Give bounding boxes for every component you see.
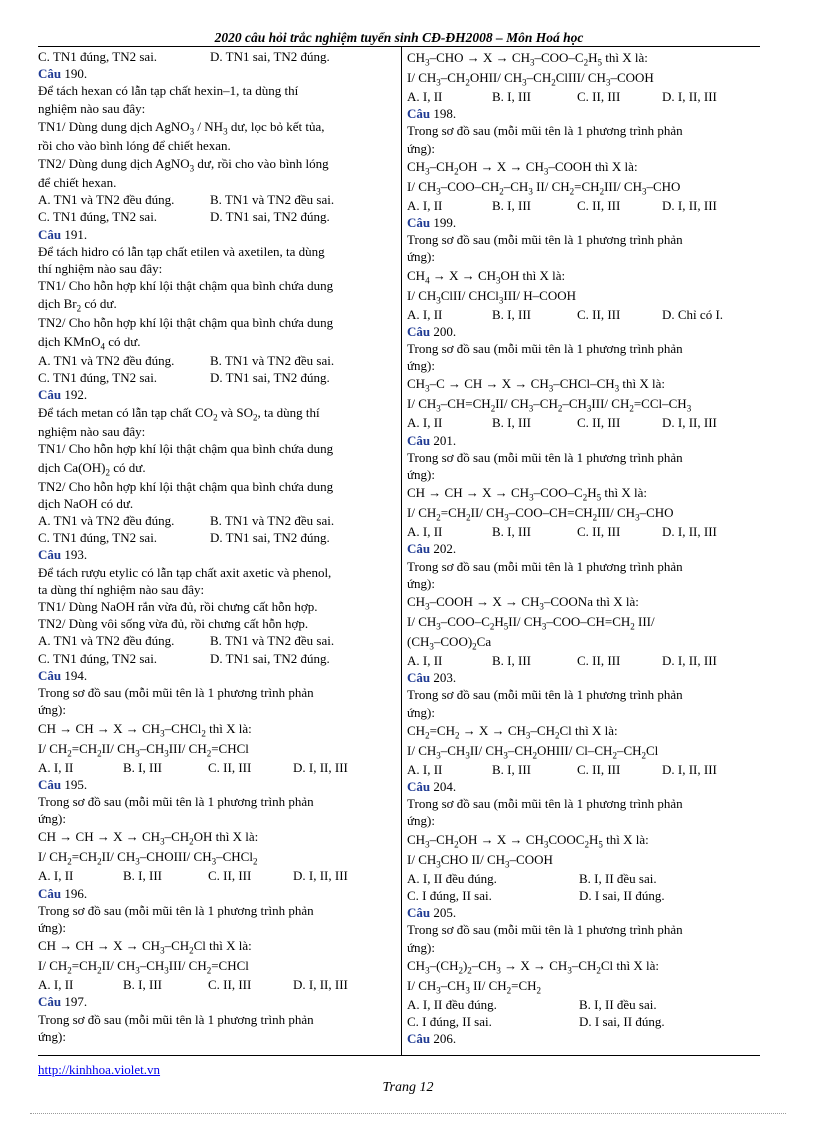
answer-option: C. II, III (577, 306, 621, 322)
answer-option: C. II, III (577, 197, 621, 213)
answer-options (407, 1013, 759, 1030)
formula-line: $CH_3-CH_2OH \to X$ → $CH_3$–COOH thì X là: (407, 158, 638, 177)
answer-options (407, 652, 759, 669)
question-number (38, 776, 396, 793)
answer-options (38, 632, 396, 649)
text-line: TN1/ Dùng NaOH rắn vừa đủ, rồi chưng cất hỗn hợp. (38, 599, 318, 615)
answer-option: A. I, II (407, 415, 443, 431)
answer-option: A. TN1 và TN2 đều đúng. (38, 513, 175, 529)
answer-options (407, 887, 759, 904)
formula-line: I/ $CH_3-COO-CH_2-CH_3$ II/ $CH_2=CH_2III/$ $CH_3$–CHO (407, 178, 681, 197)
answer-option: D. TN1 sai, TN2 đúng. (210, 530, 330, 546)
question-number-value: 197. (61, 994, 88, 1010)
formula-line: TN1/ Dùng dung dịch AgNO$_3$ / $NH_3$ dư, lọc bỏ kết tủa, (38, 118, 325, 137)
question-number (38, 993, 396, 1010)
answer-option: C. TN1 đúng, TN2 sai. (38, 49, 158, 64)
question-number-value: 194. (61, 667, 88, 683)
answer-options (407, 870, 759, 887)
text-line: Trong sơ đồ sau (mỗi mũi tên là 1 phương trình phản (407, 687, 683, 703)
text-line: Trong sơ đồ sau (mỗi mũi tên là 1 phương trình phản (407, 449, 683, 465)
answer-options (38, 529, 396, 546)
question-label: Câu (38, 226, 62, 242)
answer-option: D. I, II, III (293, 977, 348, 993)
answer-option: D. I, II, III (662, 89, 717, 104)
answer-option: A. TN1 và TN2 đều đúng. (38, 192, 175, 208)
answer-option: B. I, II đều sai. (579, 870, 657, 886)
text-line: dịch NaOH có dư. (38, 495, 134, 511)
text-line: ứng): (407, 704, 435, 720)
answer-option: D. TN1 sai, TN2 đúng. (210, 369, 330, 385)
question-number-value: 191. (61, 226, 88, 242)
formula-line: I/ $CH_3-CH_2OHII/$ $CH_3-CH_2ClIII/$ $CH_3$–COOH (407, 70, 654, 88)
question-number-value: 195. (61, 776, 88, 792)
text-line: nghiệm nào sau đây: (38, 100, 146, 116)
answer-option: D. I, II, III (293, 759, 348, 775)
question-label: Câu (38, 885, 62, 901)
text-line: Trong sơ đồ sau (mỗi mũi tên là 1 phương trình phản (407, 123, 683, 139)
text-line: Để tách hexan có lẫn tạp chất hexin–1, ta dùng thí (38, 83, 299, 99)
text-line: ứng): (407, 358, 435, 374)
answer-option: A. I, II (407, 761, 443, 777)
formula-line: $CH_3$–CHO → $X \to CH_3-COO-C_2H_5$ thì X là: (407, 50, 648, 68)
answer-option: D. I, II, III (662, 197, 717, 213)
question-number-value: 192. (61, 387, 88, 403)
website-link[interactable]: http://kinhhoa.violet.vn (38, 1062, 161, 1077)
text-line: ứng): (38, 811, 66, 827)
question-label: Câu (407, 215, 431, 231)
answer-option: B. TN1 và TN2 đều sai. (210, 633, 335, 649)
answer-option: D. I sai, II đúng. (579, 887, 665, 903)
answer-option: A. I, II (38, 977, 74, 993)
text-line: ứng): (38, 919, 66, 935)
question-number-value: 199. (430, 215, 457, 231)
answer-option: B. I, III (492, 197, 531, 213)
text-line: TN2/ Cho hỗn hợp khí lội thật chậm qua bình chứa dung (38, 315, 334, 331)
answer-option: B. I, III (492, 415, 531, 431)
answer-option: B. I, III (492, 306, 531, 322)
question-number (407, 214, 759, 231)
question-label: Câu (38, 776, 62, 792)
text-line: nghiệm nào sau đây: (38, 424, 146, 440)
answer-option: B. I, III (492, 653, 531, 669)
text-line: ứng): (38, 1028, 66, 1044)
question-number (38, 65, 396, 82)
question-number (407, 323, 759, 340)
answer-option: C. TN1 đúng, TN2 sai. (38, 650, 158, 666)
formula-line: I/ $CH_3-CH=CH_2II/$ $CH_3-CH_2-CH_3III/$ $CH_2=CCl-CH_3$ (407, 396, 692, 415)
text-line: rồi cho vào bình lóng để chiết hexan. (38, 137, 231, 153)
page-bottom-dotted-line (30, 1113, 786, 1114)
question-number (407, 904, 759, 921)
answer-option: C. II, III (208, 977, 252, 993)
text-line: ứng): (407, 813, 435, 829)
answer-option: D. I sai, II đúng. (579, 1013, 665, 1029)
answer-options (407, 996, 759, 1013)
answer-options (38, 48, 396, 65)
formula-line: CH → CH → $X \to CH_3-CHCl_2$ thì X là: (38, 720, 252, 739)
answer-option: C. II, III (208, 759, 252, 775)
text-line: ta dùng thí nghiệm nào sau đây: (38, 581, 205, 597)
question-label: Câu (407, 779, 431, 795)
answer-option: B. I, III (492, 89, 531, 104)
text-line: Để tách rượu etylic có lẫn tạp chất axit axetic và phenol, (38, 564, 332, 580)
text-line: ứng): (407, 939, 435, 955)
text-line: Trong sơ đồ sau (mỗi mũi tên là 1 phương trình phản (38, 793, 314, 809)
answer-option: B. I, III (492, 761, 531, 777)
formula-line: I/ $CH_2=CH_2II/$ $CH_3-COO-CH=CH_2III/$ $CH_3$–CHO (407, 505, 674, 523)
answer-options (38, 369, 396, 386)
text-line: ứng): (38, 702, 66, 718)
answer-option: A. TN1 và TN2 đều đúng. (38, 633, 175, 649)
text-line: ứng): (407, 575, 435, 591)
formula-line: Để tách metan có lẫn tạp chất $CO_2$ và $SO_2$, ta dùng thí (38, 405, 320, 423)
text-line: Trong sơ đồ sau (mỗi mũi tên là 1 phương trình phản (407, 341, 683, 357)
question-number-value: 203. (430, 670, 457, 686)
page-header: 2020 câu hỏi trắc nghiệm tuyển sinh CĐ-ĐH2008 – Môn Hoá học (214, 30, 584, 45)
answer-option: A. I, II (407, 524, 443, 540)
question-number (407, 540, 759, 557)
question-number-value: 190. (61, 66, 88, 82)
formula-line: $CH_3-(CH_2)_2-CH_3 \to X \to CH_3-CH_2Cl$ thì X là: (407, 957, 660, 976)
question-number-value: 206. (430, 1031, 457, 1047)
text-line: Trong sơ đồ sau (mỗi mũi tên là 1 phương trình phản (407, 796, 683, 812)
question-number (38, 226, 396, 243)
text-line: Trong sơ đồ sau (mỗi mũi tên là 1 phương trình phản (407, 558, 683, 574)
question-label: Câu (407, 905, 431, 921)
footer-rule (38, 1055, 760, 1056)
text-line: Trong sơ đồ sau (mỗi mũi tên là 1 phương trình phản (38, 1011, 314, 1027)
question-number (407, 669, 759, 686)
answer-options (407, 197, 759, 214)
formula-line: I/ $CH_2=CH_2II/$ $CH_3-CH_3III/$ $CH_2=CHCl$ (38, 740, 249, 759)
answer-option: D. TN1 sai, TN2 đúng. (210, 209, 330, 225)
answer-option: D. TN1 sai, TN2 đúng. (210, 49, 330, 64)
text-line: Trong sơ đồ sau (mỗi mũi tên là 1 phương trình phản (407, 232, 683, 248)
formula-line: $CH_4 \to X \to CH_3OH$ thì X là: (407, 267, 566, 286)
question-label: Câu (407, 323, 431, 339)
formula-line: dịch $Ca(OH)_2$ có dư. (38, 459, 146, 478)
answer-option: A. I, II (407, 89, 443, 104)
question-number (407, 778, 759, 795)
answer-option: C. II, III (577, 653, 621, 669)
answer-option: B. TN1 và TN2 đều sai. (210, 352, 335, 368)
formula-line: CH → CH → $X \to CH_3-COO-C_2H_5$ thì X là: (407, 485, 647, 503)
answer-option: D. I, II, III (662, 524, 717, 540)
answer-option: C. I đúng, II sai. (407, 887, 492, 903)
question-number (407, 432, 759, 449)
answer-options (38, 976, 396, 993)
answer-option: A. I, II (407, 653, 443, 669)
answer-option: A. I, II (407, 197, 443, 213)
question-label: Câu (407, 541, 431, 557)
answer-option: B. I, II đều sai. (579, 996, 657, 1012)
question-number (407, 1030, 759, 1047)
question-number (38, 386, 396, 403)
formula-line: I/ $CH_3-CH_3$ II/ $CH_2=CH_2$ (407, 977, 542, 996)
answer-option: C. I đúng, II sai. (407, 1013, 492, 1029)
question-label: Câu (38, 547, 62, 563)
text-line: TN1/ Cho hỗn hợp khí lội thật chậm qua bình chứa dung (38, 278, 334, 294)
question-label: Câu (407, 670, 431, 686)
text-line: TN1/ Cho hỗn hợp khí lội thật chậm qua bình chứa dung (38, 441, 334, 457)
text-line: TN2/ Cho hỗn hợp khí lội thật chậm qua bình chứa dung (38, 478, 334, 494)
answer-option: D. Chỉ có I. (662, 306, 724, 322)
question-number-value: 202. (430, 541, 457, 557)
text-line: ứng): (407, 249, 435, 265)
formula-line: CH → CH → $X \to CH_3-CH_2OH$ thì X là: (38, 829, 259, 847)
question-number-value: 198. (430, 106, 457, 122)
formula-line: I/ $CH_2=CH_2II/$ $CH_3-CHOIII/$ $CH_3-CHCl_2$ (38, 849, 258, 867)
answer-options (407, 306, 759, 323)
formula-line: I/ $CH_3-COO-C_2H_5II/$ $CH_3-COO-CH=CH_2$ III/ (407, 614, 655, 632)
formula-line: I/ $CH_3CHO$ II/ $CH_3$–COOH (407, 851, 553, 870)
answer-option: D. I, II, III (662, 653, 717, 669)
formula-line: CH → CH → $X \to CH_3-CH_2Cl$ thì X là: (38, 938, 252, 956)
answer-option: A. I, II (38, 868, 74, 884)
answer-options (407, 88, 759, 105)
answer-option: D. TN1 sai, TN2 đúng. (210, 650, 330, 666)
answer-options (38, 512, 396, 529)
answer-option: A. I, II đều đúng. (407, 870, 497, 886)
question-number (38, 885, 396, 902)
answer-option: C. II, III (208, 868, 252, 884)
formula-line: $CH_3-C$ → CH → $X \to CH_3-CHCl-CH_3$ thì X là: (407, 376, 666, 395)
question-label: Câu (407, 432, 431, 448)
formula-line: I/ $CH_2=CH_2II/$ $CH_3-CH_3III/$ $CH_2=CHCl$ (38, 958, 249, 976)
answer-option: C. II, III (577, 524, 621, 540)
answer-options (38, 867, 396, 884)
formula-line: $CH_3-CH_2OH \to X$ → $CH_3COOC_2H_5$ thì X là: (407, 831, 649, 850)
answer-option: C. TN1 đúng, TN2 sai. (38, 530, 158, 546)
header-rule (38, 46, 760, 47)
question-label: Câu (38, 387, 62, 403)
question-label: Câu (38, 66, 62, 82)
answer-options (38, 650, 396, 667)
question-number-value: 204. (430, 779, 457, 795)
page-number: Trang 12 (382, 1080, 434, 1095)
question-number-value: 200. (430, 323, 457, 339)
question-label: Câu (38, 667, 62, 683)
answer-options (407, 523, 759, 540)
formula-line: dịch $Br_2$ có dư. (38, 296, 117, 315)
answer-options (38, 759, 396, 776)
formula-line: TN2/ Dùng dung dịch AgNO$_3$ dư, rồi cho vào bình lóng (38, 156, 329, 174)
formula-line: I/ $CH_3ClII/$ CHCl$_3$III/ H–COOH (407, 287, 576, 306)
text-line: TN2/ Dùng vôi sống vừa đủ, rồi chưng cất hỗn hợp. (38, 616, 309, 632)
answer-options (38, 191, 396, 208)
question-label: Câu (407, 1031, 431, 1047)
answer-option: D. I, II, III (662, 415, 717, 431)
question-number-value: 205. (430, 905, 457, 921)
text-line: ứng): (407, 467, 435, 483)
text-line: Trong sơ đồ sau (mỗi mũi tên là 1 phương trình phản (38, 685, 314, 701)
formula-line: I/ $CH_3-CH_3II/$ $CH_3-CH_2OHIII/$ $Cl-CH_2-CH_2Cl$ (407, 742, 659, 761)
answer-option: C. TN1 đúng, TN2 sai. (38, 369, 158, 385)
text-line: để chiết hexan. (38, 175, 117, 191)
question-number (407, 105, 759, 122)
answer-option: A. I, II (38, 759, 74, 775)
formula-line: $CH_2=CH_2 \to X \to CH_3-CH_2Cl$ thì X là: (407, 722, 618, 741)
answer-option: A. I, II đều đúng. (407, 996, 497, 1012)
column-divider (401, 47, 402, 1055)
answer-option: A. TN1 và TN2 đều đúng. (38, 352, 175, 368)
question-number (38, 546, 396, 563)
text-line: Trong sơ đồ sau (mỗi mũi tên là 1 phương trình phản (407, 922, 683, 938)
formula-line: dịch KMnO$_4$ có dư. (38, 333, 141, 352)
question-number-value: 196. (61, 885, 88, 901)
answer-option: B. TN1 và TN2 đều sai. (210, 192, 335, 208)
answer-option: A. I, II (407, 306, 443, 322)
answer-option: D. I, II, III (293, 868, 348, 884)
formula-line: $CH_3$–COOH → $X \to CH_3$–COONa thì X là: (407, 594, 639, 612)
question-label: Câu (407, 106, 431, 122)
question-number (38, 667, 396, 684)
answer-option: B. TN1 và TN2 đều sai. (210, 513, 335, 529)
answer-option: B. I, III (123, 759, 162, 775)
right-column (407, 48, 759, 1047)
answer-options (38, 352, 396, 369)
text-line: Trong sơ đồ sau (mỗi mũi tên là 1 phương trình phản (38, 902, 314, 918)
answer-option: C. II, III (577, 761, 621, 777)
formula-line: $(CH_3-COO)_2Ca$ (407, 634, 492, 652)
answer-option: B. I, III (492, 524, 531, 540)
text-line: thí nghiệm nào sau đây: (38, 261, 163, 277)
answer-option: C. TN1 đúng, TN2 sai. (38, 209, 158, 225)
left-column (38, 48, 396, 1045)
answer-option: C. II, III (577, 89, 621, 104)
text-line: ứng): (407, 140, 435, 156)
question-number-value: 201. (430, 432, 457, 448)
answer-option: C. II, III (577, 415, 621, 431)
answer-options (407, 761, 759, 778)
answer-options (407, 414, 759, 431)
answer-option: D. I, II, III (662, 761, 717, 777)
question-label: Câu (38, 994, 62, 1010)
question-number-value: 193. (61, 547, 88, 563)
answer-options (38, 208, 396, 225)
text-line: Để tách hidro có lẫn tạp chất etilen và axetilen, ta dùng (38, 243, 325, 259)
answer-option: B. I, III (123, 868, 162, 884)
answer-option: B. I, III (123, 977, 162, 993)
